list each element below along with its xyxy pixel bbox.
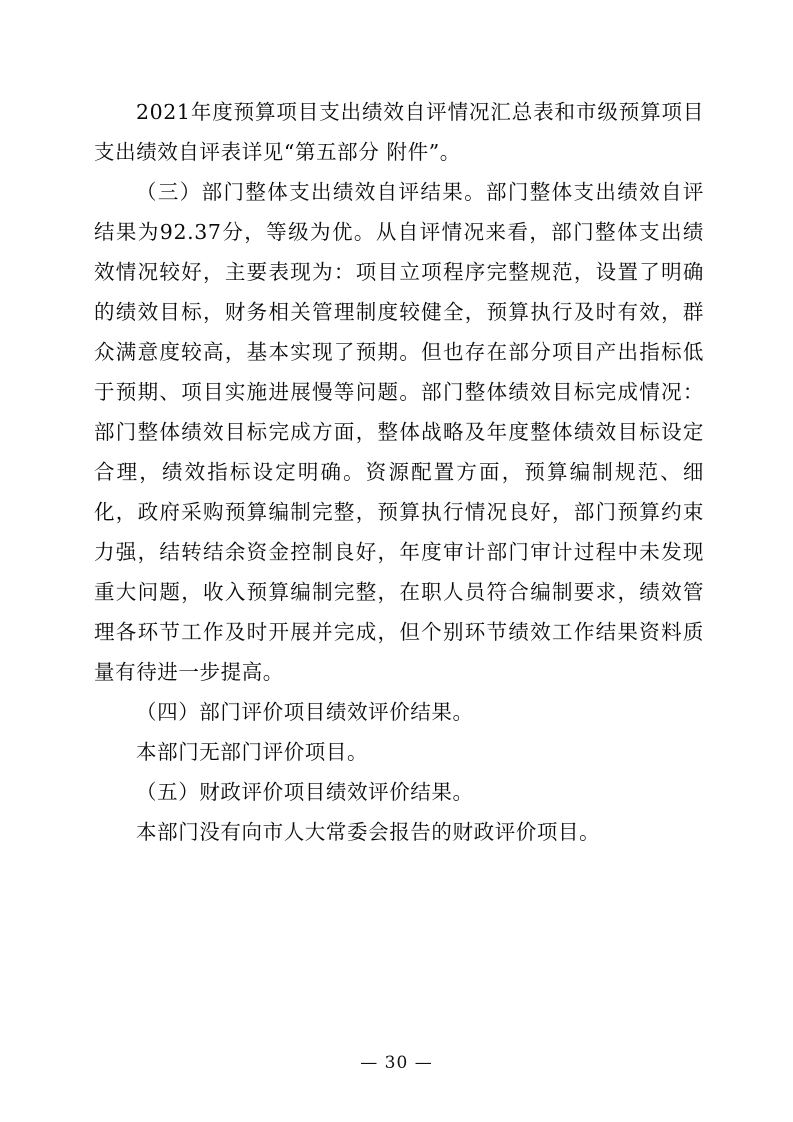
- page-number: — 30 —: [360, 1053, 433, 1073]
- paragraph: （五）财政评价项目绩效评价结果。: [136, 780, 474, 804]
- paragraph: 2021年度预算项目支出绩效自评情况汇总表和市级预算项目支出绩效自评表详见“第五部分 附件”。: [94, 100, 704, 164]
- paragraph: 本部门没有向市人大常委会报告的财政评价项目。: [136, 820, 601, 844]
- paragraph: （三）部门整体支出绩效自评结果。部门整体支出绩效自评结果为92.37分，等级为优。从自评情况来看，部门整体支出绩效情况较好，主要表现为：项目立项程序完整规范，设置了明确的绩效目标，财务相关管理制度较健全，预算执行及时有效，群众满意度较高，基本实现了预期。但也存在部分项目产出指标低于预期、项目实施进展慢等问题。部门整体绩效目标完成情况：部门整体绩效目标完成方面，整体战略及年度整体绩效目标设定合理，绩效指标设定明确。资源配置方面，预算编制规范、细化，政府采购预算编制完整，预算执行情况良好，部门预算约束力强，结转结余资金控制良好，年度审计部门审计过程中未发现重大问题，收入预算编制完整，在职人员符合编制要求，绩效管理各环节工作及时开展并完成，但个别环节绩效工作结果资料质量有待进一步提高。: [94, 180, 704, 684]
- paragraph: 本部门无部门评价项目。: [136, 740, 369, 764]
- document-body: [94, 92, 704, 852]
- paragraph: （四）部门评价项目绩效评价结果。: [136, 700, 474, 724]
